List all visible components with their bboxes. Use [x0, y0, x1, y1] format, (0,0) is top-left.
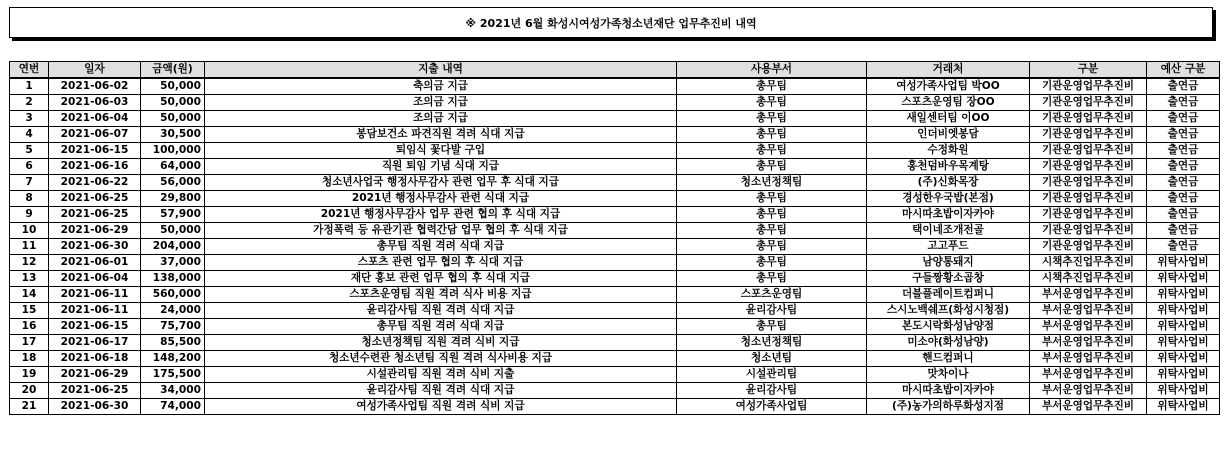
- cell-description: 윤리감사팀 직원 격려 식대 지급: [205, 383, 677, 399]
- cell-budget-type: 출연금: [1147, 159, 1220, 175]
- cell-no: 4: [10, 127, 49, 143]
- cell-budget-type: 출연금: [1147, 207, 1220, 223]
- column-header-category: 구분: [1030, 62, 1147, 79]
- cell-category: 기관운영업무추진비: [1030, 78, 1147, 95]
- cell-description: 여성가족사업팀 직원 격려 식비 지급: [205, 399, 677, 415]
- cell-no: 17: [10, 335, 49, 351]
- cell-no: 15: [10, 303, 49, 319]
- cell-description: 봉담보건소 파견직원 격려 식대 지급: [205, 127, 677, 143]
- cell-amount: 100,000: [141, 143, 205, 159]
- cell-vendor: (주)농가의하루화성지점: [867, 399, 1030, 415]
- cell-date: 2021-06-17: [49, 335, 141, 351]
- column-header-date: 일자: [49, 62, 141, 79]
- cell-no: 1: [10, 78, 49, 95]
- cell-description: 스포츠 관련 업무 협의 후 식대 지급: [205, 255, 677, 271]
- cell-budget-type: 출연금: [1147, 239, 1220, 255]
- cell-amount: 85,500: [141, 335, 205, 351]
- expense-table: [9, 61, 1220, 415]
- cell-budget-type: 출연금: [1147, 191, 1220, 207]
- cell-description: 총무팀 직원 격려 식대 지급: [205, 239, 677, 255]
- document-title-text: ※ 2021년 6월 화성시여성가족청소년재단 업무추진비 내역: [465, 16, 757, 30]
- cell-no: 9: [10, 207, 49, 223]
- cell-budget-type: 위탁사업비: [1147, 367, 1220, 383]
- cell-description: 청소년정책팀 직원 격려 식비 지급: [205, 335, 677, 351]
- cell-department: 총무팀: [677, 127, 867, 143]
- cell-department: 총무팀: [677, 78, 867, 95]
- cell-date: 2021-06-11: [49, 303, 141, 319]
- table-row: [10, 351, 1220, 367]
- cell-category: 시책추진업무추진비: [1030, 255, 1147, 271]
- cell-description: 2021년 행정사무감사 업무 관련 협의 후 식대 지급: [205, 207, 677, 223]
- cell-category: 시책추진업무추진비: [1030, 271, 1147, 287]
- table-row: [10, 175, 1220, 191]
- cell-vendor: 남양통돼지: [867, 255, 1030, 271]
- cell-no: 14: [10, 287, 49, 303]
- table-row: [10, 399, 1220, 415]
- table-row: [10, 143, 1220, 159]
- cell-date: 2021-06-02: [49, 78, 141, 95]
- cell-date: 2021-06-15: [49, 143, 141, 159]
- cell-category: 부서운영업무추진비: [1030, 303, 1147, 319]
- column-header-budget-type: 예산 구분: [1147, 62, 1220, 79]
- cell-category: 기관운영업무추진비: [1030, 223, 1147, 239]
- table-row: [10, 271, 1220, 287]
- cell-description: 스포츠운영팀 직원 격려 식사 비용 지급: [205, 287, 677, 303]
- table-body: [10, 78, 1220, 415]
- cell-category: 부서운영업무추진비: [1030, 351, 1147, 367]
- cell-vendor: 택이네조개전골: [867, 223, 1030, 239]
- table-row: [10, 303, 1220, 319]
- column-header-vendor: 거래처: [867, 62, 1030, 79]
- cell-category: 기관운영업무추진비: [1030, 175, 1147, 191]
- cell-amount: 204,000: [141, 239, 205, 255]
- cell-no: 8: [10, 191, 49, 207]
- cell-date: 2021-06-29: [49, 367, 141, 383]
- cell-date: 2021-06-16: [49, 159, 141, 175]
- cell-budget-type: 위탁사업비: [1147, 399, 1220, 415]
- cell-no: 16: [10, 319, 49, 335]
- cell-vendor: 인더비엣봉담: [867, 127, 1030, 143]
- cell-budget-type: 위탁사업비: [1147, 287, 1220, 303]
- cell-vendor: 새일센터팀 이OO: [867, 111, 1030, 127]
- cell-no: 5: [10, 143, 49, 159]
- table-row: [10, 319, 1220, 335]
- table-row: [10, 191, 1220, 207]
- cell-department: 청소년팀: [677, 351, 867, 367]
- table-row: [10, 383, 1220, 399]
- cell-vendor: 마시따초밥이자카야: [867, 207, 1030, 223]
- cell-category: 부서운영업무추진비: [1030, 287, 1147, 303]
- cell-amount: 57,900: [141, 207, 205, 223]
- cell-department: 총무팀: [677, 159, 867, 175]
- table-row: [10, 95, 1220, 111]
- cell-category: 부서운영업무추진비: [1030, 335, 1147, 351]
- document-title: [9, 7, 1213, 38]
- table-row: [10, 111, 1220, 127]
- cell-amount: 75,700: [141, 319, 205, 335]
- cell-category: 기관운영업무추진비: [1030, 159, 1147, 175]
- cell-date: 2021-06-03: [49, 95, 141, 111]
- cell-no: 13: [10, 271, 49, 287]
- table-row: [10, 239, 1220, 255]
- cell-description: 윤리감사팀 직원 격려 식대 지급: [205, 303, 677, 319]
- cell-no: 20: [10, 383, 49, 399]
- cell-no: 6: [10, 159, 49, 175]
- cell-budget-type: 출연금: [1147, 127, 1220, 143]
- cell-amount: 50,000: [141, 223, 205, 239]
- table-row: [10, 335, 1220, 351]
- cell-description: 청소년수련관 청소년팀 직원 격려 식사비용 지급: [205, 351, 677, 367]
- table-row: [10, 127, 1220, 143]
- cell-department: 총무팀: [677, 143, 867, 159]
- cell-category: 부서운영업무추진비: [1030, 399, 1147, 415]
- cell-category: 부서운영업무추진비: [1030, 367, 1147, 383]
- cell-amount: 37,000: [141, 255, 205, 271]
- cell-no: 18: [10, 351, 49, 367]
- cell-no: 10: [10, 223, 49, 239]
- cell-amount: 138,000: [141, 271, 205, 287]
- cell-category: 기관운영업무추진비: [1030, 111, 1147, 127]
- column-header-department: 사용부서: [677, 62, 867, 79]
- cell-budget-type: 위탁사업비: [1147, 271, 1220, 287]
- cell-vendor: 본도시락화성남양점: [867, 319, 1030, 335]
- cell-date: 2021-06-25: [49, 191, 141, 207]
- cell-vendor: 홍천덤바우목계탕: [867, 159, 1030, 175]
- cell-department: 청소년정책팀: [677, 335, 867, 351]
- cell-amount: 56,000: [141, 175, 205, 191]
- cell-date: 2021-06-30: [49, 399, 141, 415]
- table-header-row: [10, 62, 1220, 79]
- cell-vendor: 고고푸드: [867, 239, 1030, 255]
- cell-no: 12: [10, 255, 49, 271]
- cell-vendor: 스시노백쉐프(화성시청점): [867, 303, 1030, 319]
- cell-no: 3: [10, 111, 49, 127]
- table-row: [10, 255, 1220, 271]
- cell-department: 총무팀: [677, 95, 867, 111]
- cell-vendor: 더블플레이트컴퍼니: [867, 287, 1030, 303]
- table-row: [10, 207, 1220, 223]
- cell-category: 부서운영업무추진비: [1030, 383, 1147, 399]
- cell-description: 시설관리팀 직원 격려 식비 지출: [205, 367, 677, 383]
- cell-budget-type: 위탁사업비: [1147, 255, 1220, 271]
- cell-no: 7: [10, 175, 49, 191]
- cell-amount: 560,000: [141, 287, 205, 303]
- cell-description: 가정폭력 등 유관기관 협력간담 업무 협의 후 식대 지급: [205, 223, 677, 239]
- cell-vendor: 구들짱황소곱창: [867, 271, 1030, 287]
- cell-vendor: 여성가족사업팀 박OO: [867, 78, 1030, 95]
- column-header-description: 지출 내역: [205, 62, 677, 79]
- cell-date: 2021-06-25: [49, 383, 141, 399]
- cell-category: 기관운영업무추진비: [1030, 143, 1147, 159]
- cell-amount: 34,000: [141, 383, 205, 399]
- cell-description: 청소년사업국 행정사무감사 관련 업무 후 식대 지급: [205, 175, 677, 191]
- cell-budget-type: 출연금: [1147, 95, 1220, 111]
- cell-department: 총무팀: [677, 255, 867, 271]
- cell-budget-type: 위탁사업비: [1147, 351, 1220, 367]
- cell-budget-type: 위탁사업비: [1147, 335, 1220, 351]
- cell-description: 조의금 지급: [205, 111, 677, 127]
- cell-department: 윤리감사팀: [677, 303, 867, 319]
- cell-amount: 74,000: [141, 399, 205, 415]
- cell-date: 2021-06-29: [49, 223, 141, 239]
- cell-description: 축의금 지급: [205, 78, 677, 95]
- cell-date: 2021-06-04: [49, 111, 141, 127]
- cell-department: 총무팀: [677, 111, 867, 127]
- cell-amount: 24,000: [141, 303, 205, 319]
- table-row: [10, 367, 1220, 383]
- cell-budget-type: 위탁사업비: [1147, 303, 1220, 319]
- cell-budget-type: 위탁사업비: [1147, 383, 1220, 399]
- cell-department: 여성가족사업팀: [677, 399, 867, 415]
- cell-department: 총무팀: [677, 239, 867, 255]
- cell-amount: 50,000: [141, 95, 205, 111]
- cell-date: 2021-06-11: [49, 287, 141, 303]
- cell-no: 11: [10, 239, 49, 255]
- cell-description: 재단 홍보 관련 업무 협의 후 식대 지급: [205, 271, 677, 287]
- cell-vendor: 마시따초밥이자카야: [867, 383, 1030, 399]
- cell-budget-type: 출연금: [1147, 223, 1220, 239]
- cell-amount: 148,200: [141, 351, 205, 367]
- table-row: [10, 159, 1220, 175]
- cell-description: 2021년 행정사무감사 관련 식대 지급: [205, 191, 677, 207]
- cell-date: 2021-06-22: [49, 175, 141, 191]
- cell-date: 2021-06-18: [49, 351, 141, 367]
- cell-category: 기관운영업무추진비: [1030, 191, 1147, 207]
- cell-amount: 30,500: [141, 127, 205, 143]
- cell-date: 2021-06-04: [49, 271, 141, 287]
- cell-category: 기관운영업무추진비: [1030, 207, 1147, 223]
- cell-no: 21: [10, 399, 49, 415]
- table-row: [10, 78, 1220, 95]
- cell-description: 총무팀 직원 격려 식대 지급: [205, 319, 677, 335]
- cell-date: 2021-06-30: [49, 239, 141, 255]
- cell-vendor: 스포츠운영팀 장OO: [867, 95, 1030, 111]
- cell-budget-type: 출연금: [1147, 111, 1220, 127]
- cell-category: 기관운영업무추진비: [1030, 127, 1147, 143]
- cell-date: 2021-06-15: [49, 319, 141, 335]
- cell-no: 2: [10, 95, 49, 111]
- cell-vendor: (주)신화목장: [867, 175, 1030, 191]
- cell-category: 부서운영업무추진비: [1030, 319, 1147, 335]
- cell-description: 퇴임식 꽃다발 구입: [205, 143, 677, 159]
- cell-category: 기관운영업무추진비: [1030, 95, 1147, 111]
- cell-description: 조의금 지급: [205, 95, 677, 111]
- table-row: [10, 223, 1220, 239]
- cell-department: 총무팀: [677, 319, 867, 335]
- cell-category: 기관운영업무추진비: [1030, 239, 1147, 255]
- cell-amount: 29,800: [141, 191, 205, 207]
- column-header-amount: 금액(원): [141, 62, 205, 79]
- cell-department: 윤리감사팀: [677, 383, 867, 399]
- cell-department: 시설관리팀: [677, 367, 867, 383]
- cell-budget-type: 출연금: [1147, 143, 1220, 159]
- cell-department: 청소년정책팀: [677, 175, 867, 191]
- cell-department: 스포츠운영팀: [677, 287, 867, 303]
- column-header-no: 연번: [10, 62, 49, 79]
- cell-date: 2021-06-25: [49, 207, 141, 223]
- cell-vendor: 수정화원: [867, 143, 1030, 159]
- cell-department: 총무팀: [677, 223, 867, 239]
- cell-budget-type: 출연금: [1147, 78, 1220, 95]
- cell-vendor: 경성한우국밥(본점): [867, 191, 1030, 207]
- cell-department: 총무팀: [677, 271, 867, 287]
- cell-vendor: 미소야(화성남양): [867, 335, 1030, 351]
- cell-budget-type: 위탁사업비: [1147, 319, 1220, 335]
- cell-department: 총무팀: [677, 207, 867, 223]
- cell-vendor: 맛차이나: [867, 367, 1030, 383]
- cell-date: 2021-06-01: [49, 255, 141, 271]
- cell-date: 2021-06-07: [49, 127, 141, 143]
- cell-amount: 175,500: [141, 367, 205, 383]
- cell-description: 직원 퇴임 기념 식대 지급: [205, 159, 677, 175]
- cell-amount: 50,000: [141, 111, 205, 127]
- cell-vendor: 핸드컴퍼니: [867, 351, 1030, 367]
- cell-amount: 50,000: [141, 78, 205, 95]
- cell-no: 19: [10, 367, 49, 383]
- cell-amount: 64,000: [141, 159, 205, 175]
- table-row: [10, 287, 1220, 303]
- cell-department: 총무팀: [677, 191, 867, 207]
- cell-budget-type: 출연금: [1147, 175, 1220, 191]
